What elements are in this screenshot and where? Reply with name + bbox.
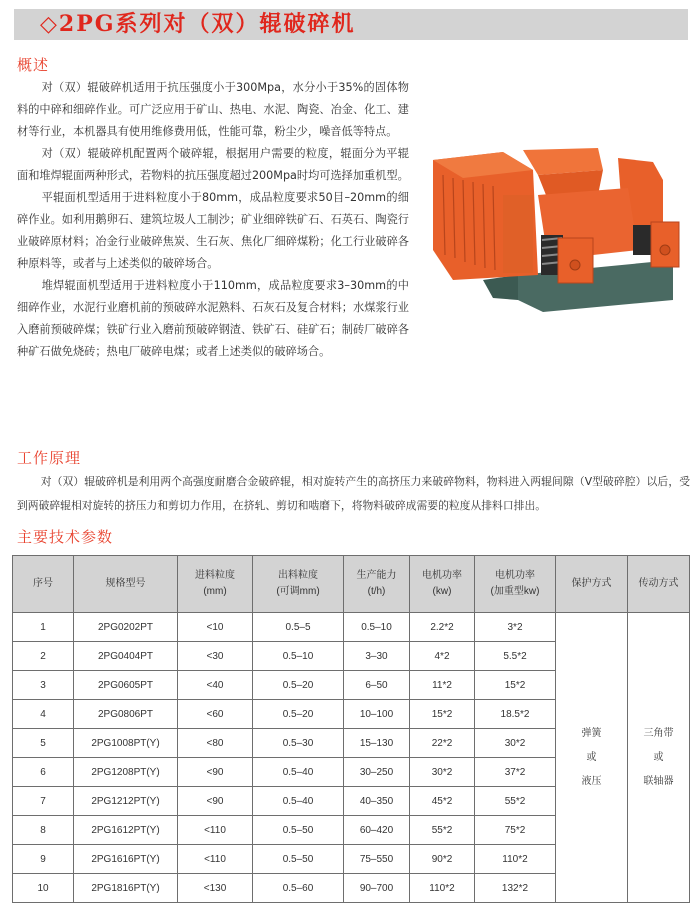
table-header-row (13, 556, 690, 613)
cell-motor-power-heavy: 5.5*2 (475, 642, 556, 671)
cell-motor-power-heavy: 110*2 (475, 845, 556, 874)
cell-feed-size: <30 (178, 642, 253, 671)
cell-feed-size: <130 (178, 874, 253, 903)
cell-motor-power: 22*2 (410, 729, 475, 758)
overview-paragraph: 平辊面机型适用于进料粒度小于80mm，成品粒度要求50目–20mm的细碎作业。如利用鹅卵石、建筑垃圾人工制沙；矿业细碎铁矿石、石英石、陶瓷行业破碎原材料；冶金行业破碎焦炭、生石灰、焦化厂细碎煤粉；化工行业破碎各种原料等，或者与上述类似的破碎场合。 (17, 191, 409, 270)
cell-index: 9 (13, 845, 74, 874)
header-motor-power-heavy: 电机功率 (加重型kw) (475, 556, 556, 613)
header-motor-power: 电机功率 (kw) (410, 556, 475, 613)
page-title: ◇2PG系列对（双）辊破碎机 (40, 11, 356, 37)
cell-model: 2PG1612PT(Y) (74, 816, 178, 845)
cell-motor-power: 90*2 (410, 845, 475, 874)
table-row (13, 613, 690, 642)
cell-motor-power-heavy: 15*2 (475, 671, 556, 700)
cell-model: 2PG0806PT (74, 700, 178, 729)
cell-motor-power: 45*2 (410, 787, 475, 816)
header-protection: 保护方式 (556, 556, 628, 613)
cell-output-size: 0.5–40 (253, 758, 344, 787)
cell-feed-size: <80 (178, 729, 253, 758)
cell-output-size: 0.5–30 (253, 729, 344, 758)
cell-motor-power-heavy: 55*2 (475, 787, 556, 816)
cell-motor-power: 110*2 (410, 874, 475, 903)
cell-motor-power-heavy: 132*2 (475, 874, 556, 903)
title-bar (14, 9, 688, 40)
cell-model: 2PG1208PT(Y) (74, 758, 178, 787)
cell-motor-power-heavy: 30*2 (475, 729, 556, 758)
cell-capacity: 6–50 (344, 671, 410, 700)
header-transmission: 传动方式 (628, 556, 690, 613)
cell-motor-power-heavy: 18.5*2 (475, 700, 556, 729)
cell-index: 3 (13, 671, 74, 700)
cell-capacity: 90–700 (344, 874, 410, 903)
cell-feed-size: <10 (178, 613, 253, 642)
cell-output-size: 0.5–50 (253, 816, 344, 845)
cell-index: 7 (13, 787, 74, 816)
cell-feed-size: <110 (178, 845, 253, 874)
cell-index: 5 (13, 729, 74, 758)
section-title-overview: 概述 (17, 56, 50, 74)
cell-index: 2 (13, 642, 74, 671)
cell-model: 2PG1816PT(Y) (74, 874, 178, 903)
cell-motor-power: 4*2 (410, 642, 475, 671)
cell-output-size: 0.5–20 (253, 700, 344, 729)
cell-output-size: 0.5–5 (253, 613, 344, 642)
cell-motor-power: 15*2 (410, 700, 475, 729)
cell-model: 2PG0605PT (74, 671, 178, 700)
section-title-specs: 主要技术参数 (17, 528, 114, 546)
cell-output-size: 0.5–40 (253, 787, 344, 816)
cell-output-size: 0.5–50 (253, 845, 344, 874)
product-image (423, 140, 685, 315)
cell-model: 2PG1616PT(Y) (74, 845, 178, 874)
cell-motor-power: 30*2 (410, 758, 475, 787)
cell-index: 8 (13, 816, 74, 845)
cell-index: 6 (13, 758, 74, 787)
cell-feed-size: <40 (178, 671, 253, 700)
cell-transmission: 三角带 或 联轴器 (628, 613, 690, 903)
header-model: 规格型号 (74, 556, 178, 613)
header-index: 序号 (13, 556, 74, 613)
cell-motor-power-heavy: 37*2 (475, 758, 556, 787)
cell-model: 2PG0404PT (74, 642, 178, 671)
cell-model: 2PG1008PT(Y) (74, 729, 178, 758)
cell-index: 1 (13, 613, 74, 642)
cell-feed-size: <90 (178, 758, 253, 787)
cell-protection: 弹簧 或 液压 (556, 613, 628, 903)
cell-capacity: 10–100 (344, 700, 410, 729)
overview-paragraph: 对（双）辊破碎机配置两个破碎辊，根据用户需要的粒度，辊面分为平辊面和堆焊辊面两种形式，若物料的抗压强度超过200Mpa时均可选择加重机型。 (17, 147, 409, 182)
cell-output-size: 0.5–60 (253, 874, 344, 903)
cell-motor-power-heavy: 3*2 (475, 613, 556, 642)
cell-motor-power: 11*2 (410, 671, 475, 700)
section-title-principle: 工作原理 (17, 449, 82, 467)
cell-output-size: 0.5–10 (253, 642, 344, 671)
header-capacity: 生产能力 (t/h) (344, 556, 410, 613)
cell-capacity: 3–30 (344, 642, 410, 671)
cell-index: 4 (13, 700, 74, 729)
cell-capacity: 15–130 (344, 729, 410, 758)
cell-feed-size: <90 (178, 787, 253, 816)
header-feed-size: 进料粒度 (mm) (178, 556, 253, 613)
cell-capacity: 30–250 (344, 758, 410, 787)
cell-capacity: 40–350 (344, 787, 410, 816)
cell-model: 2PG0202PT (74, 613, 178, 642)
cell-feed-size: <110 (178, 816, 253, 845)
spec-table (12, 555, 690, 903)
cell-motor-power-heavy: 75*2 (475, 816, 556, 845)
overview-paragraph: 对（双）辊破碎机适用于抗压强度小于300Mpa，水分小于35%的固体物料的中碎和细碎作业。可广泛应用于矿山、热电、水泥、陶瓷、冶金、化工、建材等行业，本机器具有使用维修费用低，性能可靠，粉尘少，噪音低等特点。 (17, 81, 409, 138)
cell-motor-power: 2.2*2 (410, 613, 475, 642)
cell-capacity: 75–550 (344, 845, 410, 874)
roller-crusher-illustration (423, 140, 685, 315)
principle-text (17, 470, 690, 518)
overview-paragraph: 堆焊辊面机型适用于进料粒度小于110mm，成品粒度要求3–30mm的中细碎作业，水泥行业磨机前的预破碎水泥熟料、石灰石及复合材料；水煤浆行业入磨前预破碎煤；铁矿行业入磨前预破碎钢渣、铁矿石、硅矿石；制砖厂破碎各种矿石做免烧砖；热电厂破碎电煤；或者上述类似的破碎场合。 (17, 279, 409, 358)
cell-output-size: 0.5–20 (253, 671, 344, 700)
cell-capacity: 60–420 (344, 816, 410, 845)
cell-index: 10 (13, 874, 74, 903)
cell-feed-size: <60 (178, 700, 253, 729)
principle-paragraph: 对（双）辊破碎机是利用两个高强度耐磨合金破碎辊，相对旋转产生的高挤压力来破碎物料，物料进入两辊间隙（V型破碎腔）以后，受到两破碎辊相对旋转的挤压力和剪切力作用，在挤轧、剪切和啮磨下，将物料破碎成需要的粒度从排料口排出。 (17, 475, 690, 512)
header-output-size: 出料粒度 (可调mm) (253, 556, 344, 613)
cell-capacity: 0.5–10 (344, 613, 410, 642)
cell-motor-power: 55*2 (410, 816, 475, 845)
cell-model: 2PG1212PT(Y) (74, 787, 178, 816)
overview-text (17, 77, 409, 363)
